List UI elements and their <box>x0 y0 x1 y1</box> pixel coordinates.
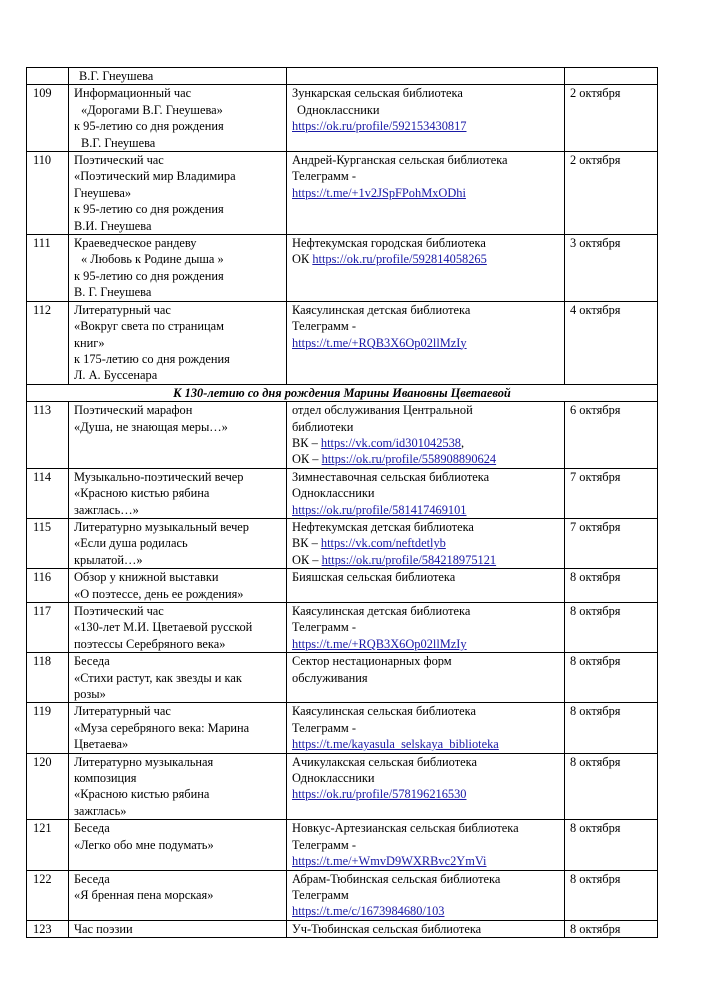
venue-line: Новкус-Артезианская сельская библиотека <box>292 821 519 836</box>
venue-cell <box>287 402 565 469</box>
event-date-text: 3 октября <box>570 236 621 251</box>
event-title-line: Беседа <box>74 871 110 886</box>
row-number <box>27 870 69 920</box>
table-row <box>27 301 658 384</box>
row-number <box>27 518 69 568</box>
event-title-line: зажглась…» <box>74 502 139 517</box>
event-title-line: книг» <box>74 335 105 350</box>
event-title-cell <box>69 468 287 518</box>
table-row <box>27 402 658 469</box>
event-title-line: Поэтический час <box>74 153 164 168</box>
section-row <box>27 384 658 401</box>
event-title-line: «О поэтессе, день ее рождения» <box>74 586 244 601</box>
event-title-line: «Если душа родилась <box>74 536 188 551</box>
venue-cell <box>287 301 565 384</box>
table-row <box>27 85 658 152</box>
event-title-line: «Дорогами В.Г. Гнеушева» <box>81 102 223 117</box>
venue-line: Телеграмм - <box>292 169 356 184</box>
venue-link[interactable]: https://vk.com/id301042538 <box>320 435 462 450</box>
event-date-text: 8 октября <box>570 821 621 836</box>
link-line <box>292 185 561 201</box>
row-number-text: 119 <box>33 704 52 719</box>
row-number <box>27 402 69 469</box>
venue-link[interactable]: https://t.me/+1v2JSpFPohMxODhi <box>292 185 466 200</box>
row-number <box>27 653 69 703</box>
event-title-line: « Любовь к Родине дыша » <box>81 252 224 267</box>
event-title-cell <box>69 301 287 384</box>
event-date <box>565 920 658 937</box>
venue-cell <box>287 753 565 820</box>
row-number <box>27 152 69 235</box>
event-title-line: Беседа <box>74 654 110 669</box>
venue-cell <box>287 518 565 568</box>
event-date-text: 8 октября <box>570 604 621 618</box>
venue-link[interactable]: https://vk.com/neftdetlyb <box>320 536 446 551</box>
venue-link[interactable]: https://ok.ru/profile/592153430817 <box>292 119 467 134</box>
venue-line: Телеграмм - <box>292 720 356 735</box>
event-title-cell <box>69 753 287 820</box>
venue-line: Бияшская сельская библиотека <box>292 570 456 585</box>
event-date <box>565 68 658 85</box>
table-row <box>27 569 658 603</box>
venue-line: отдел обслуживания Центральной <box>292 403 473 418</box>
event-title-line: Информационный час <box>74 86 192 101</box>
venue-link[interactable]: https://ok.ru/profile/558908890624 <box>321 452 497 467</box>
venue-line: Ачикулакская сельская библиотека <box>292 754 477 769</box>
venue-cell <box>287 235 565 302</box>
event-title-cell <box>69 85 287 152</box>
event-date-text: 2 октября <box>570 86 621 101</box>
event-title-line: В.И. Гнеушева <box>74 218 152 233</box>
events-table-body <box>27 68 658 385</box>
venue-line: библиотеки <box>292 419 354 434</box>
events-table-body-2 <box>27 402 658 938</box>
row-number <box>27 603 69 653</box>
event-title-line: к 95-летию со дня рождения <box>74 268 224 283</box>
venue-line: Телеграмм <box>292 887 349 902</box>
link-line <box>292 535 561 551</box>
event-title-cell <box>69 653 287 703</box>
event-date <box>565 235 658 302</box>
event-title-line: «Душа, не знающая меры…» <box>74 419 228 434</box>
link-line <box>292 251 561 267</box>
event-title-cell <box>69 920 287 937</box>
venue-link[interactable]: https://ok.ru/profile/581417469101 <box>292 502 467 517</box>
event-date <box>565 301 658 384</box>
event-date <box>565 753 658 820</box>
event-title-line: В.Г. Гнеушева <box>79 69 154 83</box>
event-date <box>565 703 658 753</box>
row-number-text: 122 <box>33 871 52 886</box>
event-title-cell <box>69 68 287 85</box>
table-row <box>27 68 658 85</box>
event-title-cell <box>69 152 287 235</box>
event-title-line: «Красною кистью рябина <box>74 486 210 501</box>
event-title-line: к 175-летию со дня рождения <box>74 351 230 366</box>
venue-cell <box>287 703 565 753</box>
table-row <box>27 152 658 235</box>
event-date-text: 8 октября <box>570 754 621 769</box>
events-table <box>26 67 658 938</box>
event-date <box>565 85 658 152</box>
event-title-line: Час поэзии <box>74 921 133 936</box>
venue-cell <box>287 68 565 85</box>
event-title-line: Л. А. Буссенара <box>74 368 158 383</box>
event-title-cell <box>69 235 287 302</box>
link-line <box>292 335 561 351</box>
event-title-line: Литературный час <box>74 302 171 317</box>
event-title-cell <box>69 870 287 920</box>
event-title-line: Литературно музыкальная <box>74 754 214 769</box>
event-date <box>565 402 658 469</box>
row-number-text: 118 <box>33 654 52 669</box>
venue-link[interactable]: https://ok.ru/profile/584218975121 <box>321 552 497 567</box>
venue-link[interactable]: https://t.me/c/1673984680/103 <box>292 904 445 919</box>
event-title-line: Краеведческое рандеву <box>74 236 197 251</box>
link-prefix: ОК – <box>292 452 322 467</box>
row-number-text: 116 <box>33 570 52 585</box>
venue-cell <box>287 820 565 870</box>
row-number <box>27 820 69 870</box>
event-title-line: к 95-летию со дня рождения <box>74 119 224 134</box>
venue-line: Каясулинская детская библиотека <box>292 604 471 618</box>
event-title-line: к 95-летию со дня рождения <box>74 202 224 217</box>
link-line <box>292 903 561 919</box>
table-row <box>27 753 658 820</box>
row-number-text: 112 <box>33 302 52 317</box>
table-row <box>27 703 658 753</box>
link-line <box>292 736 561 752</box>
event-title-line: «130-лет М.И. Цветаевой русской <box>74 620 253 635</box>
link-suffix: , <box>461 435 465 450</box>
event-title-line: розы» <box>74 687 106 702</box>
event-date-text: 4 октября <box>570 302 621 317</box>
event-date <box>565 518 658 568</box>
event-title-cell <box>69 820 287 870</box>
venue-cell <box>287 920 565 937</box>
venue-line: Телеграмм - <box>292 837 356 852</box>
event-title-line: Беседа <box>74 821 110 836</box>
event-title-line: Гнеушева» <box>74 185 132 200</box>
link-prefix: ОК <box>292 252 313 267</box>
venue-line: Телеграмм - <box>292 319 356 334</box>
table-row <box>27 468 658 518</box>
venue-line: Зимнеставочная сельская библиотека <box>292 469 490 484</box>
section-heading: К 130-летию со дня рождения Марины Ивановны Цветаевой <box>27 384 658 401</box>
event-date <box>565 870 658 920</box>
row-number-text: 114 <box>33 469 52 484</box>
venue-link[interactable]: https://t.me/+RQB3X6Op02llMzIy <box>292 335 467 350</box>
row-number-text: 120 <box>33 754 52 769</box>
venue-cell <box>287 870 565 920</box>
event-title-line: «Стихи растут, как звезды и как <box>74 670 242 685</box>
event-title-line: Поэтический марафон <box>74 403 193 418</box>
event-date-text: 2 октября <box>570 153 621 168</box>
event-date <box>565 603 658 653</box>
link-line <box>292 435 561 451</box>
venue-cell <box>287 85 565 152</box>
row-number-text: 109 <box>33 86 52 101</box>
row-number-text: 110 <box>33 153 52 168</box>
event-title-line: «Вокруг света по страницам <box>74 319 224 334</box>
row-number <box>27 920 69 937</box>
venue-link[interactable]: https://t.me/+RQB3X6Op02llMzIy <box>292 636 467 651</box>
link-line <box>292 552 561 568</box>
event-date-text: 7 октября <box>570 519 621 534</box>
event-date <box>565 653 658 703</box>
row-number <box>27 703 69 753</box>
row-number <box>27 569 69 603</box>
event-title-line: композиция <box>74 771 137 786</box>
event-date <box>565 569 658 603</box>
event-title-line: Музыкально-поэтический вечер <box>74 469 244 484</box>
venue-line: Одноклассники <box>292 771 375 786</box>
event-title-cell <box>69 518 287 568</box>
event-date-text: 8 октября <box>570 704 621 719</box>
venue-line: Телеграмм - <box>292 620 356 635</box>
venue-cell <box>287 468 565 518</box>
row-number-text: 117 <box>33 604 52 618</box>
event-title-line: Цветаева» <box>74 737 129 752</box>
row-number <box>27 468 69 518</box>
link-line <box>292 502 561 518</box>
event-date-text: 6 октября <box>570 403 621 418</box>
event-title-line: В.Г. Гнеушева <box>81 135 156 150</box>
venue-line: Сектор нестационарных форм <box>292 654 452 669</box>
event-date-text: 8 октября <box>570 654 621 669</box>
venue-cell <box>287 152 565 235</box>
event-title-cell <box>69 603 287 653</box>
venue-line: Уч-Тюбинская сельская библиотека <box>292 921 482 936</box>
venue-link[interactable]: https://t.me/+WmvD9WXRBvc2YmVi <box>292 854 487 869</box>
row-number <box>27 68 69 85</box>
event-title-line: крылатой…» <box>74 552 143 567</box>
event-schedule-document <box>26 67 657 938</box>
event-title-cell <box>69 402 287 469</box>
row-number-text: 115 <box>33 519 52 534</box>
event-date-text: 8 октября <box>570 921 621 936</box>
venue-link[interactable]: https://ok.ru/profile/592814058265 <box>312 252 487 267</box>
event-title-line: «Муза серебряного века: Марина <box>74 720 250 735</box>
event-date-text: 7 октября <box>570 469 621 484</box>
row-number <box>27 301 69 384</box>
venue-line: Каясулинская сельская библиотека <box>292 704 476 719</box>
table-row <box>27 235 658 302</box>
table-row <box>27 653 658 703</box>
venue-line: Андрей-Курганская сельская библиотека <box>292 153 508 168</box>
event-date <box>565 820 658 870</box>
link-line <box>292 636 561 652</box>
venue-cell <box>287 603 565 653</box>
venue-line: Нефтекумская городская библиотека <box>292 236 486 251</box>
table-row <box>27 603 658 653</box>
link-line <box>292 853 561 869</box>
row-number-text: 113 <box>33 403 52 418</box>
event-date <box>565 152 658 235</box>
link-line <box>292 118 561 134</box>
event-date <box>565 468 658 518</box>
event-date-text: 8 октября <box>570 871 621 886</box>
event-title-line: «Легко обо мне подумать» <box>74 837 214 852</box>
row-number <box>27 85 69 152</box>
venue-line: Абрам-Тюбинская сельская библиотека <box>292 871 501 886</box>
venue-link[interactable]: https://t.me/kayasula_selskaya_biblioteka <box>292 737 499 752</box>
link-prefix: ВК – <box>292 536 321 551</box>
row-number-text: 111 <box>33 236 51 251</box>
row-number <box>27 235 69 302</box>
event-title-cell <box>69 703 287 753</box>
table-row <box>27 870 658 920</box>
venue-line: Одноклассники <box>292 486 375 501</box>
link-prefix: ВК – <box>292 435 321 450</box>
event-title-line: «Поэтический мир Владимира <box>74 169 236 184</box>
venue-line: Нефтекумская детская библиотека <box>292 519 474 534</box>
event-title-line: «Я бренная пена морская» <box>74 887 214 902</box>
event-title-line: «Красною кистью рябина <box>74 787 210 802</box>
row-number-text: 121 <box>33 821 52 836</box>
table-row <box>27 518 658 568</box>
row-number <box>27 753 69 820</box>
event-date-text: 8 октября <box>570 570 621 585</box>
link-line <box>292 786 561 802</box>
venue-cell <box>287 653 565 703</box>
event-title-line: Литературный час <box>74 704 171 719</box>
event-title-line: Поэтический час <box>74 604 164 618</box>
venue-line: Каясулинская детская библиотека <box>292 302 471 317</box>
link-prefix: ОК – <box>292 552 322 567</box>
venue-line: обслуживания <box>292 670 368 685</box>
link-line <box>292 451 561 467</box>
event-title-line: поэтессы Серебряного века» <box>74 636 226 651</box>
event-title-line: зажглась» <box>74 803 127 818</box>
row-number-text: 123 <box>33 921 52 936</box>
event-title-line: Обзор у книжной выставки <box>74 570 219 585</box>
venue-line: Одноклассники <box>297 102 380 117</box>
venue-link[interactable]: https://ok.ru/profile/578196216530 <box>292 787 467 802</box>
venue-cell <box>287 569 565 603</box>
table-row <box>27 920 658 937</box>
event-title-cell <box>69 569 287 603</box>
event-title-line: Литературно музыкальный вечер <box>74 519 249 534</box>
table-row <box>27 820 658 870</box>
event-title-line: В. Г. Гнеушева <box>74 285 152 300</box>
venue-line: Зункарская сельская библиотека <box>292 86 463 101</box>
